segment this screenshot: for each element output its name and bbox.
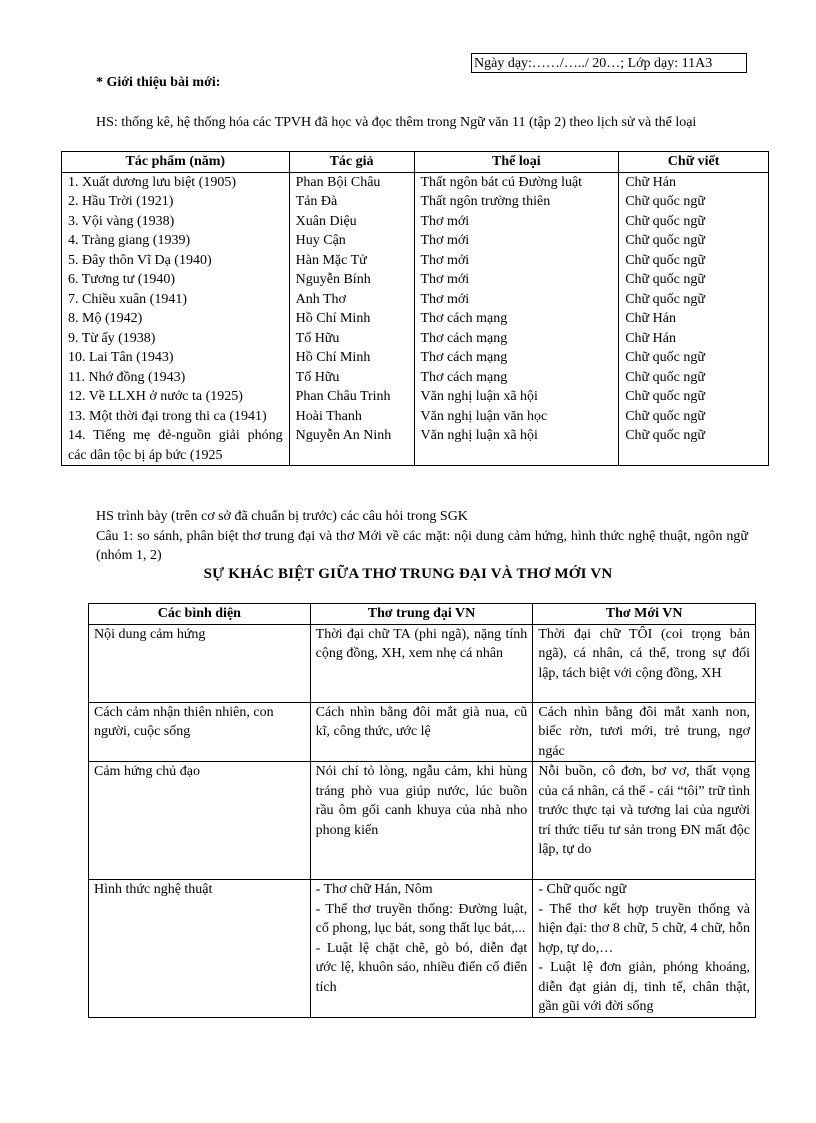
author-cell: Phan Bội Châu: [289, 172, 414, 192]
new-poetry-line: - Luật lệ đơn giản, phóng khoáng, diễn đạt giản dị, tinh tế, chân thật, gần gũi với đời sống: [538, 960, 750, 1014]
aspect-cell: Nội dung cảm hứng: [89, 624, 311, 702]
author-cell: Tản Đà: [289, 192, 414, 212]
medieval-line: - Thơ chữ Hán, Nôm: [315, 882, 433, 897]
genre-cell: Thơ cách mạng: [414, 368, 619, 388]
works-table-body: [62, 172, 769, 466]
script-cell: Chữ quốc ngữ: [619, 426, 769, 466]
new-poetry-cell: Cách nhìn bằng đôi mắt xanh non, biếc rờn, tươi mới, trẻ trung, ngơ ngác: [533, 702, 756, 762]
medieval-line: - Luật lệ chặt chẽ, gò bó, diễn đạt ước lệ, khuôn sáo, nhiều điển cố điển tích: [315, 940, 528, 995]
table-row: [62, 231, 769, 251]
author-cell: Xuân Diệu: [289, 212, 414, 232]
intro-text: HS: thống kê, hệ thống hóa các TPVH đã học và đọc thêm trong Ngữ văn 11 (tập 2) theo lịch sử và thể loại: [96, 115, 697, 130]
question-1: Câu 1: so sánh, phân biệt thơ trung đại và thơ Mới về các mặt: nội dung cảm hứng, hình thức nghệ thuật, ngôn ngữ (nhóm 1, 2): [96, 528, 748, 563]
table-row: [62, 172, 769, 192]
new-poetry-line: - Chữ quốc ngữ: [538, 882, 627, 897]
table-row: [62, 407, 769, 427]
aspect-cell: Hình thức nghệ thuật: [89, 880, 311, 1018]
new-poetry-cell: Thời đại chữ TÔI (coi trọng bản ngã), cá nhân, cá thể, trong sự đối lập, tách biệt với cộng đồng, XH: [533, 624, 756, 702]
intro-heading: * Giới thiệu bài mới:: [96, 75, 221, 90]
work-cell: 12. Về LLXH ở nước ta (1925): [62, 387, 290, 407]
presentation-line: HS trình bày (trên cơ sở đã chuẩn bị trước) các câu hỏi trong SGK: [96, 509, 468, 524]
medieval-line: - Thể thơ truyền thống: Đường luật, cổ phong, lục bát, song thất lục bát,...: [315, 901, 528, 936]
new-poetry-cell: Nỗi buồn, cô đơn, bơ vơ, thất vọng của cá nhân, cá thể - cái “tôi” trữ tình trước thực tại và tương lai của người trí thức tiểu tư sản trong ĐN mất độc lập, tự do: [533, 762, 756, 880]
genre-cell: Văn nghị luận văn học: [414, 407, 619, 427]
genre-cell: Thơ mới: [414, 212, 619, 232]
date-class-line: Ngày dạy:……/…../ 20…; Lớp dạy: 11A3: [474, 56, 713, 71]
header-author: Tác giả: [289, 152, 414, 173]
work-cell: 2. Hầu Trời (1921): [62, 192, 290, 212]
script-cell: Chữ quốc ngữ: [619, 212, 769, 232]
header-new-poetry: Thơ Mới VN: [533, 604, 756, 625]
work-cell: 3. Vội vàng (1938): [62, 212, 290, 232]
author-cell: Phan Châu Trinh: [289, 387, 414, 407]
header-medieval-poetry: Thơ trung đại VN: [310, 604, 533, 625]
work-cell: 14. Tiếng mẹ đẻ-nguồn giải phóng các dân tộc bị áp bức (1925: [62, 426, 290, 466]
comparison-table-header: [89, 604, 756, 625]
medieval-cell: Cách nhìn bằng đôi mắt già nua, cũ kĩ, công thức, ước lệ: [310, 702, 533, 762]
aspect-cell: Cách cảm nhận thiên nhiên, con người, cuộc sống: [89, 702, 311, 762]
genre-cell: Thất ngôn trường thiên: [414, 192, 619, 212]
work-cell: 7. Chiều xuân (1941): [62, 290, 290, 310]
table-row: [62, 387, 769, 407]
author-cell: Anh Thơ: [289, 290, 414, 310]
script-cell: Chữ quốc ngữ: [619, 290, 769, 310]
table-row: [62, 270, 769, 290]
new-poetry-cell: [533, 880, 756, 1018]
script-cell: Chữ Hán: [619, 309, 769, 329]
work-cell: 11. Nhớ đồng (1943): [62, 368, 290, 388]
script-cell: Chữ quốc ngữ: [619, 368, 769, 388]
genre-cell: Văn nghị luận xã hội: [414, 426, 619, 466]
author-cell: Hoài Thanh: [289, 407, 414, 427]
script-cell: Chữ quốc ngữ: [619, 348, 769, 368]
genre-cell: Thất ngôn bát cú Đường luật: [414, 172, 619, 192]
date-class-box: [471, 53, 747, 73]
author-cell: Hàn Mặc Tử: [289, 251, 414, 271]
script-cell: Chữ Hán: [619, 172, 769, 192]
script-cell: Chữ quốc ngữ: [619, 407, 769, 427]
script-cell: Chữ quốc ngữ: [619, 251, 769, 271]
script-cell: Chữ quốc ngữ: [619, 270, 769, 290]
script-cell: Chữ quốc ngữ: [619, 387, 769, 407]
header-aspect: Các bình diện: [89, 604, 311, 625]
header-work: Tác phẩm (năm): [62, 152, 290, 173]
genre-cell: Thơ mới: [414, 290, 619, 310]
genre-cell: Thơ mới: [414, 251, 619, 271]
after-table-text: [96, 507, 748, 566]
new-poetry-line: - Thể thơ kết hợp truyền thống và hiện đại: thơ 8 chữ, 5 chữ, 4 chữ, hỗn hợp, tự do,…: [538, 901, 750, 956]
table-row: [89, 880, 756, 1018]
header-script: Chữ viết: [619, 152, 769, 173]
genre-cell: Văn nghị luận xã hội: [414, 387, 619, 407]
works-table: [61, 151, 769, 466]
work-cell: 6. Tương tư (1940): [62, 270, 290, 290]
genre-cell: Thơ cách mạng: [414, 329, 619, 349]
author-cell: Hồ Chí Minh: [289, 309, 414, 329]
work-cell: 9. Từ ấy (1938): [62, 329, 290, 349]
table-row: [62, 251, 769, 271]
table-row: [62, 212, 769, 232]
genre-cell: Thơ cách mạng: [414, 348, 619, 368]
genre-cell: Thơ cách mạng: [414, 309, 619, 329]
author-cell: Tố Hữu: [289, 329, 414, 349]
author-cell: Huy Cận: [289, 231, 414, 251]
section-title: SỰ KHÁC BIỆT GIỮA THƠ TRUNG ĐẠI VÀ THƠ MỚI VN: [203, 566, 613, 582]
table-row: [62, 192, 769, 212]
work-cell: 8. Mộ (1942): [62, 309, 290, 329]
comparison-table: [88, 603, 756, 1018]
works-table-header: [62, 152, 769, 173]
header-genre: Thể loại: [414, 152, 619, 173]
table-row: [62, 348, 769, 368]
genre-cell: Thơ mới: [414, 231, 619, 251]
script-cell: Chữ quốc ngữ: [619, 192, 769, 212]
table-row: [62, 426, 769, 466]
author-cell: Nguyễn Bính: [289, 270, 414, 290]
genre-cell: Thơ mới: [414, 270, 619, 290]
work-cell: 13. Một thời đại trong thi ca (1941): [62, 407, 290, 427]
table-row: [62, 329, 769, 349]
author-cell: Hồ Chí Minh: [289, 348, 414, 368]
script-cell: Chữ Hán: [619, 329, 769, 349]
table-row: [89, 702, 756, 762]
medieval-cell: Thời đại chữ TA (phi ngã), nặng tính cộng đồng, XH, xem nhẹ cá nhân: [310, 624, 533, 702]
medieval-cell: [310, 880, 533, 1018]
script-cell: Chữ quốc ngữ: [619, 231, 769, 251]
table-row: [62, 309, 769, 329]
medieval-cell: Nói chí tỏ lòng, ngẫu cảm, khi hùng tráng phò vua giúp nước, lúc buồn rầu ôm gối canh khuya của nhà nho phong kiến: [310, 762, 533, 880]
table-row: [62, 368, 769, 388]
aspect-cell: Cảm hứng chủ đạo: [89, 762, 311, 880]
work-cell: 4. Tràng giang (1939): [62, 231, 290, 251]
work-cell: 10. Lai Tân (1943): [62, 348, 290, 368]
work-cell: 1. Xuất dương lưu biệt (1905): [62, 172, 290, 192]
author-cell: Tố Hữu: [289, 368, 414, 388]
table-row: [89, 624, 756, 702]
table-row: [89, 762, 756, 880]
table-row: [62, 290, 769, 310]
work-cell: 5. Đây thôn Vĩ Dạ (1940): [62, 251, 290, 271]
author-cell: Nguyễn An Ninh: [289, 426, 414, 466]
